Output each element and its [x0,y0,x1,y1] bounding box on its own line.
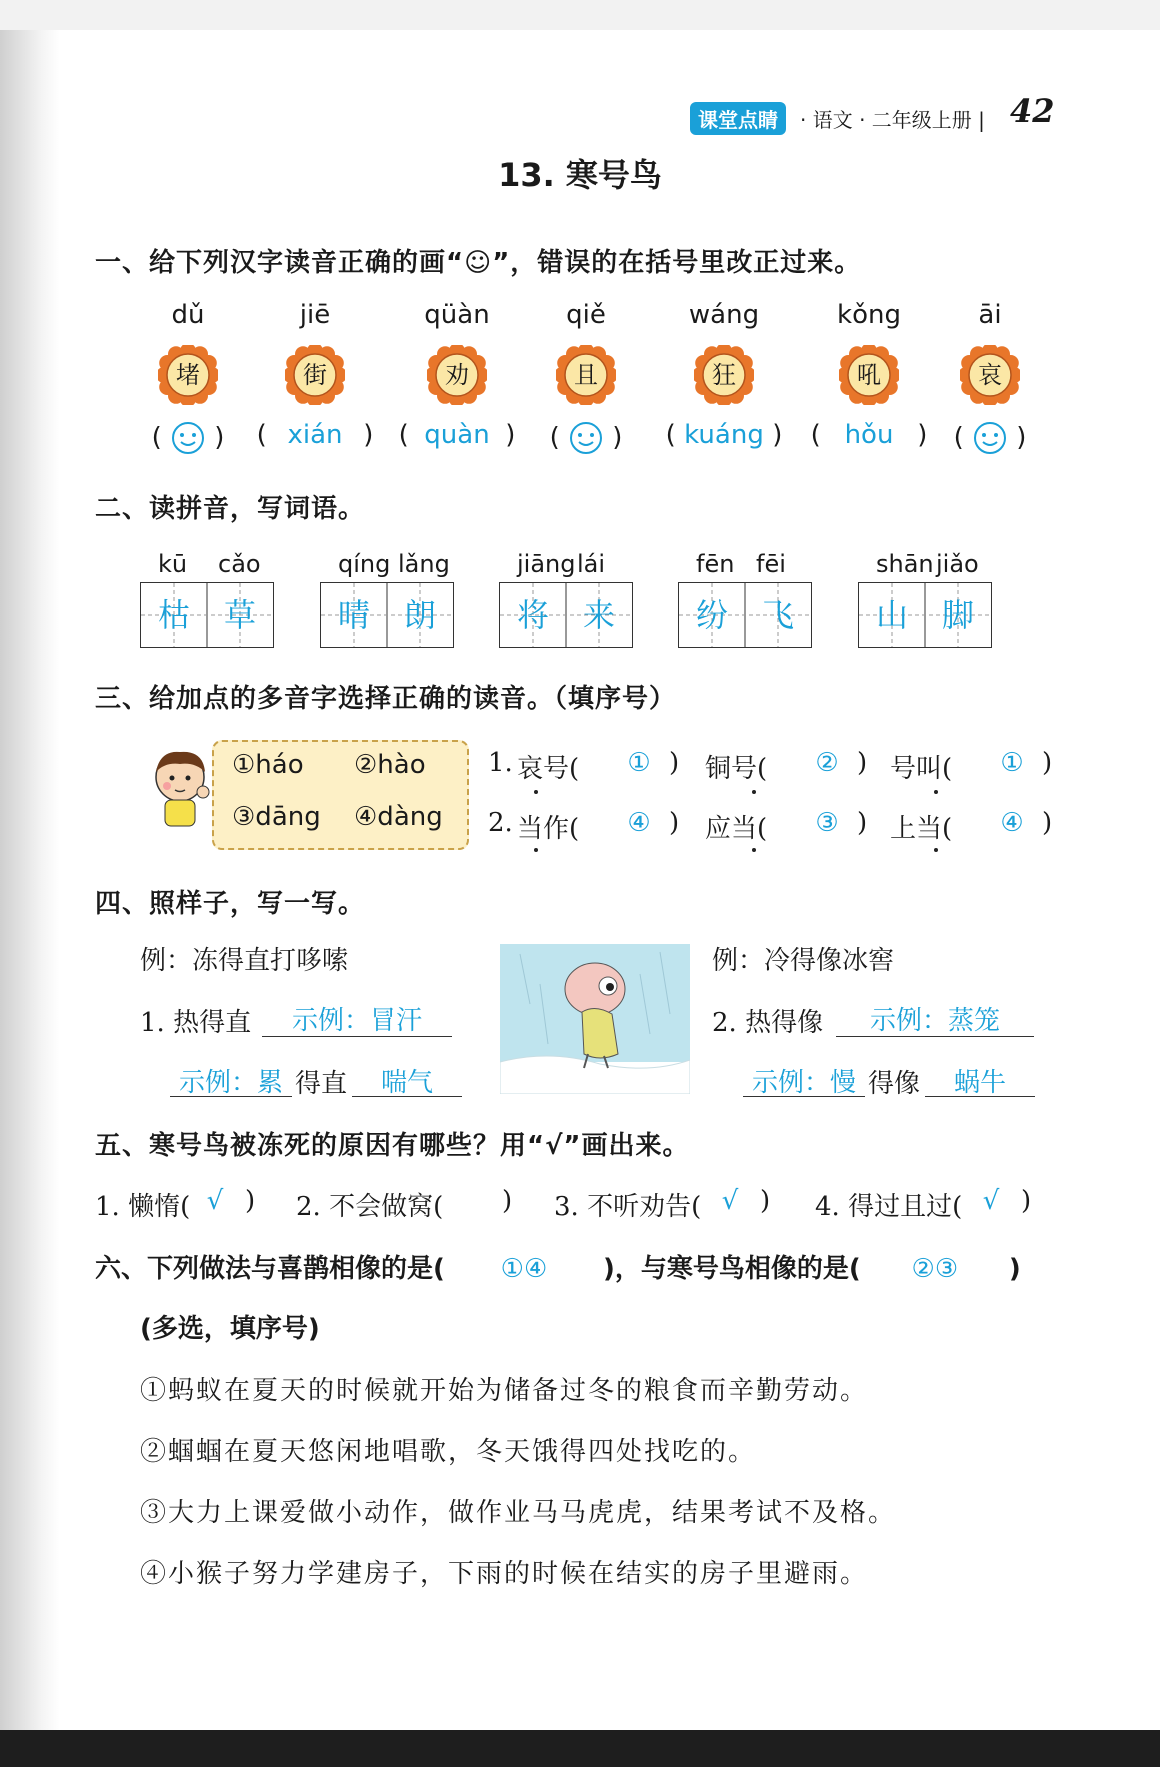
reason-check: √ [982,1186,1000,1216]
section5-heading: 五、寒号鸟被冻死的原因有哪些？用“√”画出来。 [95,1131,690,1161]
answer-bracket: ( hǒu ) [810,420,928,450]
reading-options-box [212,740,469,850]
word-pinyin-2: fēi [756,550,786,578]
written-char: 脚 [941,596,974,634]
emphasis-dot [934,848,938,852]
close-paren: ) [1042,748,1053,778]
flower-char-icon [285,345,345,405]
word-pinyin-1: shān [876,550,934,578]
pinyin-label: qiě [566,300,606,330]
polyphone-answer: ① [1000,748,1024,778]
section6-answer-a: ①④ [500,1254,548,1284]
behavior-item: ①蚂蚁在夏天的时候就开始为储备过冬的粮食而辛勤劳动。 [140,1376,869,1406]
word-pinyin-1: jiāng [517,550,576,578]
polyphone-word: 上当( [890,814,953,844]
polyphone-word: 哀号( [517,754,580,784]
pinyin-label: jiē [299,300,331,330]
char: 吼 [857,361,881,389]
word-pinyin-1: kū [158,550,188,578]
answer-bracket: ( ) [108,420,268,456]
q1-prefix: 1. 热得直 [140,1008,252,1038]
char: 狂 [712,361,736,389]
reason-item: 3. 不听劝告( [554,1192,702,1222]
behavior-item: ②蝈蝈在夏天悠闲地唱歌，冬天饿得四处找吃的。 [140,1437,757,1467]
written-char: 朗 [403,596,436,634]
pinyin-label: āi [978,300,1002,330]
top-strip [0,0,1160,30]
q1b-answer2: 喘气 [352,1062,462,1097]
q2-answer: 示例：蒸笼 [836,1000,1034,1037]
shivering-bird-illustration [500,944,690,1094]
close-paren: ) [1021,1186,1032,1216]
pinyin-label: qüàn [424,300,490,330]
close-paren: ) [502,1186,513,1216]
emphasis-dot [752,790,756,794]
answer-bracket: ( kuáng ) [665,420,783,450]
smiley-icon [972,420,1008,456]
reason-check: √ [721,1186,739,1216]
written-char: 来 [582,596,615,634]
section6-heading-a: 六、下列做法与喜鹊相像的是( [95,1254,445,1284]
close-paren: ) [857,748,868,778]
close-paren: ) [760,1186,771,1216]
close-paren: ) [245,1186,256,1216]
behavior-item: ③大力上课爱做小动作，做作业马马虎虎，结果考试不及格。 [140,1498,897,1528]
flower-char-icon [556,345,616,405]
flower-char-icon [839,345,899,405]
option-3: ③dāng [232,802,321,832]
word-pinyin-1: fēn [696,550,735,578]
pinyin-label: dǔ [171,300,205,330]
polyphone-word: 铜号( [705,754,768,784]
polyphone-answer: ① [627,748,651,778]
written-char: 将 [516,596,549,634]
polyphone-answer: ④ [1000,808,1024,838]
word-pinyin-2: cǎo [218,550,261,578]
char: 哀 [978,361,1002,389]
char: 堵 [176,361,200,389]
written-char: 晴 [337,596,370,634]
answer-bracket: ( ) [910,420,1070,456]
reason-item: 1. 懒惰( [95,1192,191,1222]
tianzige-grid [320,582,454,648]
section6-heading [95,1248,1095,1285]
section6-heading-b: )，与寒号鸟相像的是( [603,1254,861,1284]
emphasis-dot [934,790,938,794]
answer-bracket: ( xián ) [256,420,374,450]
subject-grade-label: · 语文 · 二年级上册 | [800,108,985,132]
word-pinyin-2: jiǎo [936,550,979,578]
flower-char-icon [427,345,487,405]
q2b-answer2: 蜗牛 [925,1062,1035,1097]
reason-check: √ [206,1186,224,1216]
answer-bracket: ( ) [506,420,666,456]
emphasis-dot [534,848,538,852]
page-shadow [0,30,60,1730]
smiley-icon [170,420,206,456]
tianzige-grid [499,582,633,648]
q1b-mid: 得直 [295,1069,348,1099]
q1-answer: 示例：冒汗 [262,1000,452,1037]
char: 且 [574,361,598,389]
written-char: 草 [223,596,256,634]
pinyin-label: kǒng [837,300,901,330]
answer-bracket: ( quàn ) [398,420,516,450]
emphasis-dot [752,848,756,852]
written-char: 飞 [761,596,794,634]
book-series-badge: 课堂点睛 [690,102,786,135]
worksheet-page [0,30,1160,1730]
smiley-icon [568,420,604,456]
close-paren: ) [669,808,680,838]
polyphone-word: 应当( [705,814,768,844]
section6-note: (多选，填序号) [140,1314,320,1344]
close-paren: ) [1042,808,1053,838]
pinyin-label: wáng [688,300,760,330]
written-char: 山 [875,596,908,634]
option-2: ②hào [354,750,426,780]
section6-answer-b: ②③ [911,1254,959,1284]
word-pinyin-1: qíng [338,550,391,578]
thinking-boy-illustration [145,742,215,832]
polyphone-answer: ② [815,748,839,778]
written-char: 纷 [695,596,728,634]
reason-item: 4. 得过且过( [815,1192,963,1222]
char: 劝 [445,361,469,389]
section3-heading: 三、给加点的多音字选择正确的读音。（填序号） [95,684,677,714]
word-pinyin-2: lǎng [398,550,450,578]
word-pinyin-2: lái [577,550,606,578]
section4-heading: 四、照样子，写一写。 [95,889,366,919]
bottom-strip [0,1730,1160,1767]
section6-heading-c: ) [1008,1254,1021,1284]
close-paren: ) [857,808,868,838]
emphasis-dot [534,790,538,794]
q2-prefix: 2. 热得像 [712,1008,824,1038]
tianzige-grid [678,582,812,648]
lesson-title: 13. 寒号鸟 [498,156,662,194]
written-char: 枯 [157,596,190,634]
example-2: 例：冷得像冰窖 [712,946,895,976]
example-1: 例：冻得直打哆嗦 [140,946,349,976]
section1-heading: 一、给下列汉字读音正确的画“☺”，错误的在括号里改正过来。 [95,248,862,278]
option-4: ④dàng [354,802,443,832]
section2-heading: 二、读拼音，写词语。 [95,494,366,524]
question-row-label: 1. [488,748,513,778]
flower-char-icon [694,345,754,405]
question-row-label: 2. [488,808,513,838]
q2b-answer1: 示例：慢 [743,1062,865,1097]
behavior-item: ④小猴子努力学建房子，下雨的时候在结实的房子里避雨。 [140,1559,869,1589]
tianzige-grid [858,582,992,648]
q1b-answer1: 示例：累 [170,1062,292,1097]
char: 街 [303,361,327,389]
polyphone-word: 当作( [517,814,580,844]
polyphone-answer: ③ [815,808,839,838]
close-paren: ) [669,748,680,778]
polyphone-answer: ④ [627,808,651,838]
polyphone-word: 号叫( [890,754,953,784]
q2b-mid: 得像 [868,1069,921,1099]
flower-char-icon [960,345,1020,405]
flower-char-icon [158,345,218,405]
option-1: ①háo [232,750,304,780]
page-number: 42 [1010,92,1055,130]
reason-item: 2. 不会做窝( [296,1192,444,1222]
tianzige-grid [140,582,274,648]
